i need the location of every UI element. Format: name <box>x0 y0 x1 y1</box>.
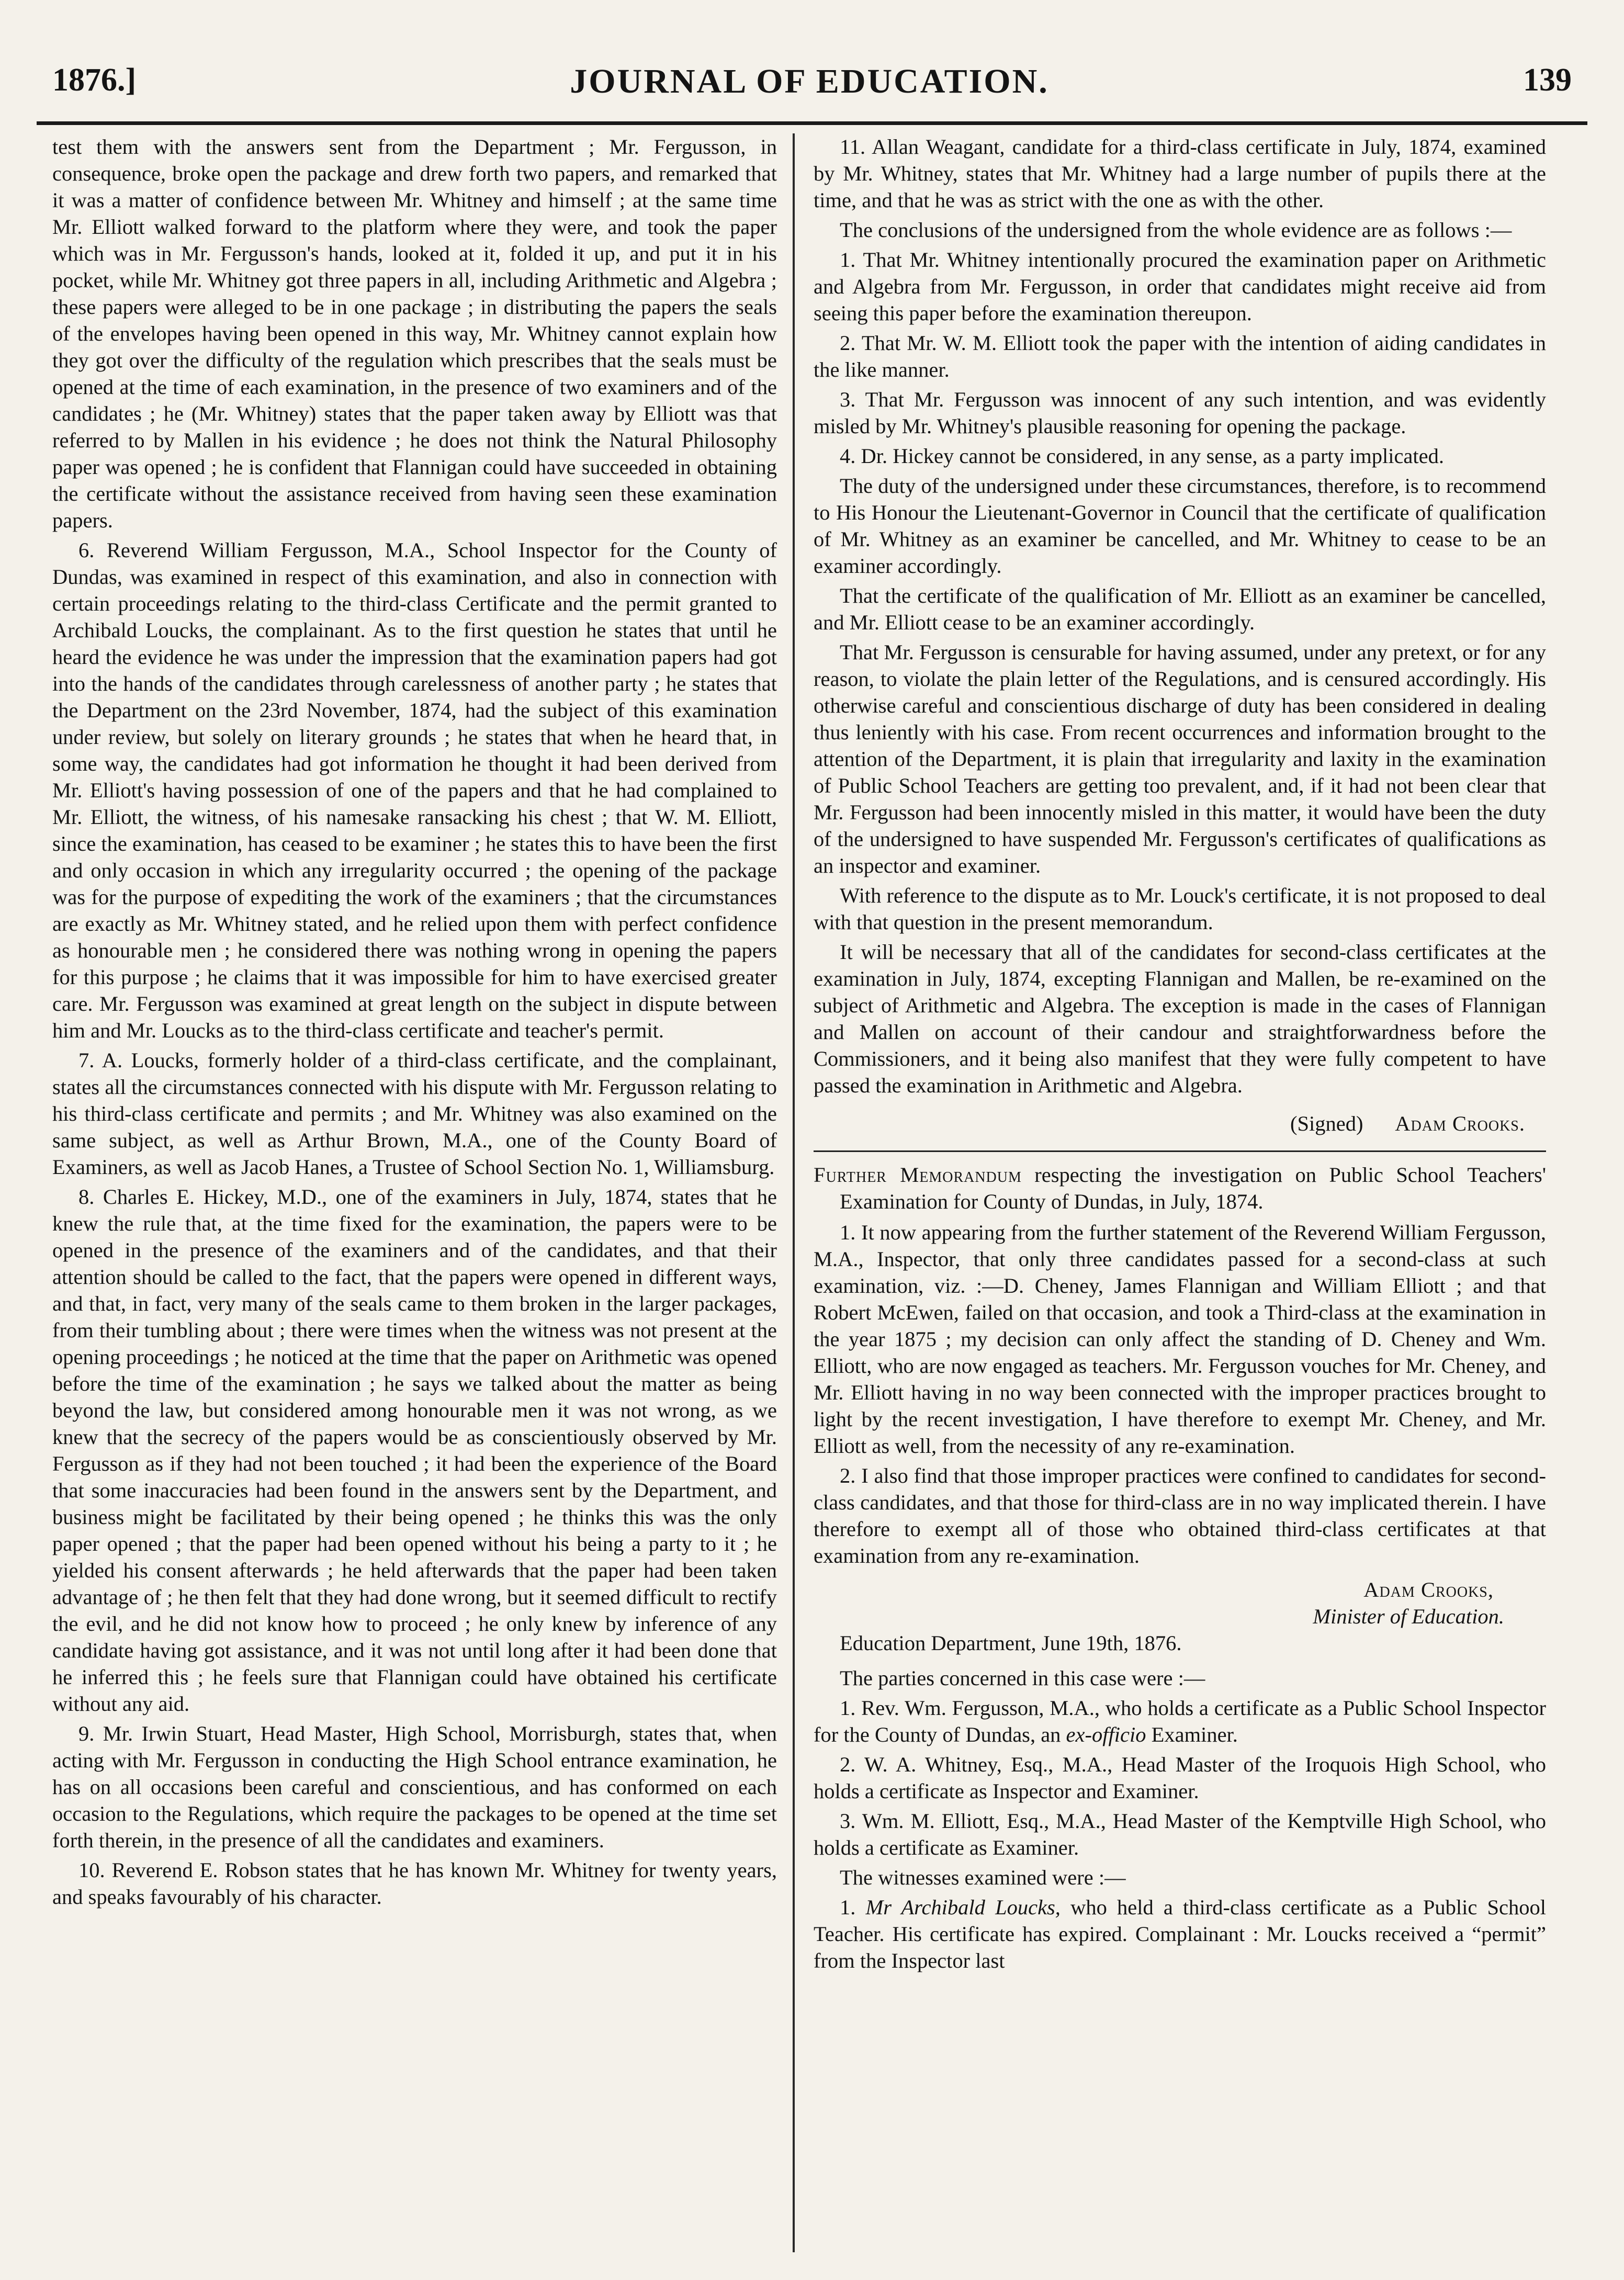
party-1 <box>814 1695 1546 1748</box>
journal-title: JOURNAL OF EDUCATION. <box>570 62 1049 100</box>
header-year: 1876.] <box>52 62 137 98</box>
witness-1-name: Mr Archibald Loucks, <box>865 1895 1061 1919</box>
dateline: Education Department, June 19th, 1876. <box>840 1631 1182 1655</box>
witness-1-text: who held a third-class certificate as a Public School Teacher. His certificate has expired. Complainant : Mr. Loucks received a “permit” from the Inspector last <box>814 1895 1546 1972</box>
right-column <box>814 133 1546 1977</box>
page-number: 139 <box>1523 62 1572 98</box>
paragraph-whitney-testimony: test them with the answers sent from the Department ; Mr. Fergusson, in consequence, broke open the package and drew forth two papers, and remarked that it was a matter of confidence between Mr. Whitney and himself ; at the same time Mr. Elliott walked forward to the platform where they were, and took the paper which was in Mr. Fergusson's hands, looked at it, folded it up, and put it in his pocket, while Mr. Whitney got three papers in all, including Arithmetic and Algebra ; these papers were alleged to be in one package ; in distributing the papers the seals of the envelopes having been opened in this way, Mr. Whitney cannot explain how they got over the difficulty of the regulation which prescribes that the seals must be opened at the time of each examination, in the presence of two examiners and of the candidates ; he (Mr. Whitney) states that the paper taken away by Elliott was that referred to by Mallen in his evidence ; he does not think the Natural Philosophy paper was opened ; he is confident that Flannigan could have succeeded in obtaining the certificate without the assistance received from having seen these examination papers. <box>52 135 777 532</box>
memo-lead: Further Memorandum <box>814 1163 1022 1187</box>
paragraph-9-stuart: 9. Mr. Irwin Stuart, Head Master, High School, Morrisburgh, states that, when acting with Mr. Fergusson in conducting the High School entrance examination, he has on all occasions been careful and conscientious, and has conformed on each occasion to the Regulations, which require the packages to be opened at the time set forth therein, in the presence of all the candidates and examiners. <box>52 1722 777 1852</box>
paragraph-elliott-certificate: That the certificate of the qualification of Mr. Elliott as an examiner be cancelled, and Mr. Elliott cease to be an examiner accordingly. <box>814 584 1546 634</box>
paragraph-reexamination: It will be necessary that all of the candidates for second-class certificates at the examination in July, 1874, excepting Flannigan and Mallen, be re-examined on the subject of Arithmetic and Algebra. The exception is made in the cases of Flannigan and Mallen on account of their candour and straightforwardness before the Commissioners, and it being also manifest that they were fully competent to have passed the examination in Arithmetic and Algebra. <box>814 940 1546 1097</box>
party-1-italic: ex-officio <box>1066 1723 1146 1746</box>
signed-name: Adam Crooks. <box>1395 1112 1525 1135</box>
conclusion-2: 2. That Mr. W. M. Elliott took the paper with the intention of aiding candidates in the like manner. <box>814 331 1546 381</box>
conclusion-1: 1. That Mr. Whitney intentionally procured the examination paper on Arithmetic and Algebra from Mr. Fergusson, in order that candidates might receive aid from seeing this paper before the examination thereupon. <box>814 248 1546 325</box>
page-header <box>31 58 1587 115</box>
conclusion-3: 3. That Mr. Fergusson was innocent of any such intention, and was evidently misled by Mr. Whitney's plausible reasoning for opening the package. <box>814 388 1546 438</box>
paragraph-7-loucks: 7. A. Loucks, formerly holder of a third-class certificate, and the complainant, states all the circumstances connected with his dispute with Mr. Fergusson relating to his third-class certificate and permits ; and Mr. Whitney was also examined on the same subject, as well as Arthur Brown, M.A., one of the County Board of Examiners, as well as Jacob Hanes, a Trustee of School Section No. 1, Williamsburg. <box>52 1048 777 1179</box>
paragraph-duty: The duty of the undersigned under these circumstances, therefore, is to recommend to His Honour the Lieutenant-Governor in Council that the certificate of qualification of Mr. Whitney as an examiner be cancelled, and Mr. Whitney to cease to be an examiner accordingly. <box>814 474 1546 578</box>
conclusions-intro: The conclusions of the undersigned from the whole evidence are as follows :— <box>840 218 1512 242</box>
witness-1-number: 1. <box>840 1895 866 1919</box>
signed-label: (Signed) <box>1290 1112 1363 1135</box>
party-3: 3. Wm. M. Elliott, Esq., M.A., Head Master of the Kemptville High School, who holds a certificate as Examiner. <box>814 1809 1546 1859</box>
paragraph-10-robson: 10. Reverend E. Robson states that he has known Mr. Whitney for twenty years, and speaks favourably of his character. <box>52 1858 777 1909</box>
signature-line <box>814 1110 1525 1137</box>
memo-paragraph-2: 2. I also find that those improper practices were confined to candidates for second-class candidates, and that those for third-class are in no way implicated therein. I have therefore to exempt all of those who obtained third-class certificates at that examination from any re-examination. <box>814 1464 1546 1567</box>
minister-signature <box>814 1576 1504 1630</box>
memo-subject: respecting the investigation on Public School Teachers' Examination for County of Dundas, in July, 1874. <box>840 1163 1547 1213</box>
section-rule <box>814 1150 1546 1152</box>
paragraph-fergusson-censure: That Mr. Fergusson is censurable for having assumed, under any pretext, or for any reason, to violate the plain letter of the Regulations, and is censured accordingly. His otherwise careful and conscientious discharge of duty has been considered in dealing thus leniently with his case. From recent occurrences and information brought to the attention of the Department, it is plain that irregularity and laxity in the examination of Public School Teachers are getting too prevalent, and, if it had not been clear that Mr. Fergusson had been innocently misled in this matter, it would have been the duty of the undersigned to have suspended Mr. Fergusson's certificates of qualifications as an inspector and examiner. <box>814 640 1546 877</box>
party-1-text: 1. Rev. Wm. Fergusson, M.A., who holds a certificate as a Public School Inspector for the County of Dundas, an <box>814 1696 1546 1746</box>
paragraph-6-fergusson: 6. Reverend William Fergusson, M.A., School Inspector for the County of Dundas, was examined in respect of this examination, and also in connection with certain proceedings relating to the third-class Certificate and the permit granted to Archibald Loucks, the complainant. As to the first question he states that until he heard the evidence he was under the impression that the examination papers had got into the hands of the candidates through carelessness of another party ; he states that the Department on the 23rd November, 1874, had the subject of this examination under review, but solely on literary grounds ; he states that when he heard that, in some way, the candidates had got information he thought it had been derived from Mr. Elliott's having possession of one of the papers and that he had complained to Mr. Elliott, the witness, of his namesake ransacking his chest ; that W. M. Elliott, since the examination, has ceased to be examiner ; he states this to have been the first and only occasion in which any irregularity occurred ; the opening of the package was for the purpose of expediting the work of the examiners ; that the circumstances are exactly as Mr. Whitney stated, and he relied upon them with perfect confidence as honourable men ; he considered there was nothing wrong in opening the papers for this purpose ; he claims that it was impossible for him to have exercised greater care. Mr. Fergusson was examined at great length on the subject in dispute between him and Mr. Loucks as to the third-class certificate and teacher's permit. <box>52 538 777 1042</box>
party-1-end: Examiner. <box>1146 1723 1238 1746</box>
column-divider <box>793 133 795 2252</box>
witness-1 <box>814 1894 1546 1974</box>
further-memorandum-heading <box>814 1161 1546 1215</box>
memo-paragraph-1: 1. It now appearing from the further statement of the Reverend William Fergusson, M.A., Inspector, that only three candidates passed for a second-class at such examination, viz. :—D. Cheney, James Flannigan and William Elliott ; and that Robert McEwen, failed on that occasion, and took a Third-class at the examination in the year 1875 ; my decision can only affect the standing of D. Cheney and Wm. Elliott, who are now engaged as teachers. Mr. Fergusson vouches for Mr. Cheney, and Mr. Elliott having in no way been connected with the improper practices brought to light by the recent investigation, I have therefore to exempt Mr. Cheney, and Mr. Elliott as well, from the necessity of any re-examination. <box>814 1221 1546 1458</box>
parties-intro: The parties concerned in this case were :— <box>840 1666 1205 1690</box>
witnesses-intro: The witnesses examined were :— <box>840 1866 1126 1889</box>
minister-name: Adam Crooks, <box>1363 1578 1494 1601</box>
minister-title: Minister of Education. <box>1313 1605 1504 1628</box>
paragraph-11-weagant: 11. Allan Weagant, candidate for a third-class certificate in July, 1874, examined by Mr. Whitney, states that Mr. Whitney had a large number of pupils there at the time, and that he was as strict with the one as with the other. <box>814 135 1546 212</box>
conclusion-4: 4. Dr. Hickey cannot be considered, in any sense, as a party implicated. <box>840 444 1445 468</box>
left-column <box>52 133 777 1913</box>
party-2: 2. W. A. Whitney, Esq., M.A., Head Master of the Iroquois High School, who holds a certificate as Inspector and Examiner. <box>814 1753 1546 1803</box>
paragraph-louck-dispute: With reference to the dispute as to Mr. Louck's certificate, it is not proposed to deal with that question in the present memorandum. <box>814 884 1546 934</box>
header-rule <box>37 121 1587 125</box>
paragraph-8-hickey: 8. Charles E. Hickey, M.D., one of the examiners in July, 1874, states that he knew the rule that, at the time fixed for the examination, the papers were to be opened in the presence of the examiners and of the candidates, and that their attention should be called to the fact, that the papers were opened in different ways, and that, in fact, very many of the seals came to them broken in the larger packages, from their tumbling about ; there were times when the witness was not present at the opening proceedings ; he noticed at the time that the paper on Arithmetic was opened before the time of the examination ; he says we talked about the matter as being beyond the law, but considered among honourable men it was not wrong, as we knew that the secrecy of the papers would be as conscientiously observed by Mr. Fergusson as if they had not been touched ; it had been the experience of the Board that some inaccuracies had been found in the answers sent by the Department, and business might be facilitated by their being opened ; he thinks this was the only paper opened ; that the paper had been opened without his being a party to it ; he yielded his consent afterwards ; he held afterwards that the paper had been taken advantage of ; he then felt that they had done wrong, but it seemed difficult to rectify the evil, and he did not know how to proceed ; he only knew by inference of any candidate having got assistance, and it was not until long after it had been done that he inferred this ; he feels sure that Flannigan could have obtained his certificate without any aid. <box>52 1185 777 1715</box>
